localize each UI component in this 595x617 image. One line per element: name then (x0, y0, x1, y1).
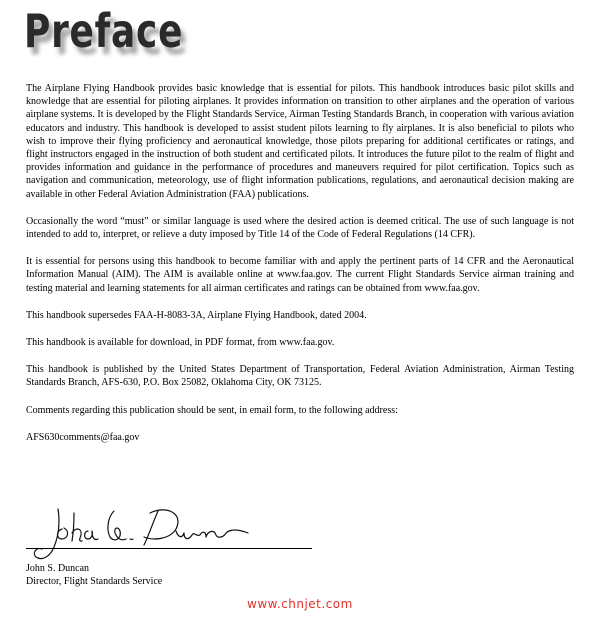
paragraph-supersedes: This handbook supersedes FAA-H-8083-3A, Airplane Flying Handbook, dated 2004. (26, 309, 367, 321)
signature-block (26, 495, 326, 590)
paragraph-must-language: Occasionally the word “must” or similar language is used where the desired action is deemed critical. The use of such language is not intended to add to, interpret, or relieve a duty imposed by Title 14 of the Code of Federal Regulations (14 CFR). (26, 215, 574, 241)
signer-title: Director, Flight Standards Service (26, 576, 163, 587)
paragraph-publisher: This handbook is published by the United States Department of Transportation, Federal Aviation Administration, Airman Testing Standards Branch, AFS-630, P.O. Box 25082, Oklahoma City, OK 73125. (26, 364, 574, 389)
page-title: Preface (24, 4, 184, 58)
paragraph-comments: Comments regarding this publication should be sent, in email form, to the following address: (26, 404, 398, 416)
email-address: AFS630comments@faa.gov (26, 431, 140, 443)
signer-name: John S. Duncan (26, 563, 90, 574)
signer-info (26, 562, 162, 588)
paragraph-download: This handbook is available for download, in PDF format, from www.faa.gov. (26, 337, 335, 349)
paragraph-introduction: The Airplane Flying Handbook provides basic knowledge that is essential for pilots. This handbook introduces basic pilot skills and knowledge that are essential for piloting airplanes. It provides information on transition to other airplanes and the operation of various airplane systems. It is developed by the Flight Standards Service, Airman Testing Standards Branch, in cooperation with various aviation educators and industry. This handbook is developed to assist student pilots learning to fly airplanes. It is also beneficial to pilots who wish to improve their flying proficiency and aeronautical knowledge, those pilots preparing for additional certificates or ratings, and flight instructors engaged in the instruction of both student and certificated pilots. It introduces the future pilot to the realm of flight and provides information and guidance in the performance of procedures and maneuvers required for pilot certification. Topics such as navigation and communication, meteorology, use of flight information publications, regulations, and aeronautical decision making are available in other Federal Aviation Administration (FAA) publications. (26, 83, 574, 200)
watermark: www.chnjet.com (247, 597, 353, 611)
signature-line (26, 548, 312, 549)
paragraph-cfr-aim: It is essential for persons using this handbook to become familiar with and apply the pertinent parts of 14 CFR and the Aeronautical Information Manual (AIM). The AIM is available online at www.faa.gov. The current Flight Standards Service airman training and testing material and learning statements for all airman certificates and ratings can be obtained from www.faa.gov. (26, 256, 574, 294)
preface-body (26, 82, 574, 458)
handwritten-signature (26, 495, 266, 570)
